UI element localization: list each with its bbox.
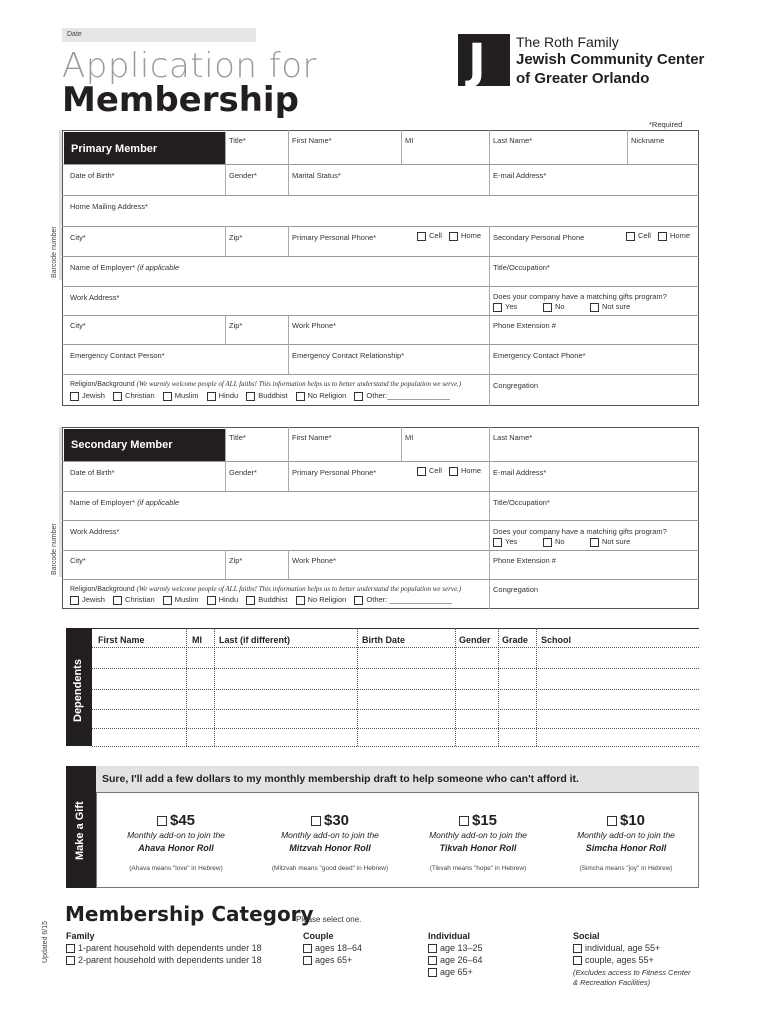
primary-member-tab [64,132,225,164]
gift-amount-45: $45 [169,812,196,829]
primary-religion-none[interactable]: No Religion [296,391,347,400]
primary-mi-field[interactable]: MI [405,136,414,145]
individual-option-1[interactable]: age 13–25 [428,943,483,953]
primary-religion-options [70,391,450,401]
logo-text-line2: Jewish Community Center [516,51,705,68]
couple-option-1[interactable]: ages 18–64 [303,943,362,953]
social-note: (Excludes access to Fitness Center & Recreation Facilities) [573,968,691,988]
primary-matching-yes-checkbox[interactable]: Yes [493,302,517,312]
secondary-matching-yes-checkbox[interactable]: Yes [493,537,517,547]
primary-religion-buddhist[interactable]: Buddhist [246,391,287,400]
primary-member-heading: Primary Member [71,143,158,155]
page-title-line2: Membership [62,80,299,120]
secondary-religion-muslim[interactable]: Muslim [163,595,199,604]
primary-matching-no-checkbox[interactable]: No [543,302,565,312]
secondary-zip-field[interactable]: Zip* [229,556,243,565]
primary-nickname-field[interactable]: Nickname [631,136,665,145]
gift-option-10[interactable] [558,812,694,872]
secondary-religion-label: Religion/Background (We warmly welcome people of ALL faiths! This information helps us to better understand the population we serve.) [70,585,462,593]
primary-gender-field[interactable]: Gender* [229,171,257,180]
primary-phone-cell-checkbox[interactable]: Cell [417,231,442,241]
primary-phone-home-checkbox[interactable]: Home [449,231,481,241]
social-option-2[interactable]: couple, ages 55+ [573,955,693,965]
barcode-strip-2 [59,427,62,577]
secondary-title-occupation-field[interactable]: Title/Occupation* [493,498,550,507]
secondary-religion-jewish[interactable]: Jewish [70,595,105,604]
category-social [573,931,693,988]
category-family [66,931,262,965]
primary-matching-gifts-question: Does your company have a matching gifts program? [493,292,667,301]
gift-header-band [96,766,699,792]
gift-amount-10: $10 [619,812,646,829]
date-field[interactable] [62,28,256,42]
primary-religion-hindu[interactable]: Hindu [207,391,239,400]
individual-option-3[interactable]: age 65+ [428,967,483,977]
primary-email-field[interactable]: E-mail Address* [493,171,547,180]
secondary-religion-buddhist[interactable]: Buddhist [246,595,287,604]
secondary-gender-field[interactable]: Gender* [229,468,257,477]
gift-heading: Sure, I'll add a few dollars to my monthly membership draft to help someone who can't afford it. [102,773,579,785]
secondary-matching-notsure-checkbox[interactable]: Not sure [590,537,630,547]
dep-col-school: School [541,635,572,645]
primary-phone-extension-field[interactable]: Phone Extension # [493,321,556,330]
dep-col-mi: MI [192,635,202,645]
logo-text-line1: The Roth Family [516,34,619,50]
secondary-phone-home-checkbox[interactable]: Home [658,231,690,241]
gift-meaning-15: (Tikvah means "hope" in Hebrew) [429,865,527,872]
required-note: *Required [649,120,683,129]
secondary-religion-options [70,595,452,605]
category-social-label: Social [573,931,600,941]
logo-letter: J [468,34,486,90]
primary-work-city-field[interactable]: City* [70,321,86,330]
primary-title-field[interactable]: Title* [229,136,246,145]
primary-emergency-relationship-field[interactable]: Emergency Contact Relationship* [292,351,405,360]
dep-col-grade: Grade [502,635,529,645]
barcode-strip-1 [59,130,62,280]
primary-work-zip-field[interactable]: Zip* [229,321,243,330]
secondary-phone-extension-field[interactable]: Phone Extension # [493,556,556,565]
family-option-2[interactable]: 2-parent household with dependents under 18 [66,955,262,965]
individual-option-2[interactable]: age 26–64 [428,955,483,965]
barcode-label-2: Barcode number [51,523,58,575]
dep-col-gender: Gender [459,635,491,645]
gift-option-30[interactable] [262,812,398,872]
primary-emergency-phone-field[interactable]: Emergency Contact Phone* [493,351,586,360]
primary-marital-field[interactable]: Marital Status* [292,171,341,180]
primary-dob-field[interactable]: Date of Birth* [70,171,115,180]
dependents-tab [66,628,92,746]
social-option-1[interactable]: individual, age 55+ [573,943,693,953]
secondary-dob-field[interactable]: Date of Birth* [70,468,115,477]
category-family-label: Family [66,931,95,941]
category-individual-label: Individual [428,931,471,941]
secondary-phone-field[interactable]: Primary Personal Phone* [292,468,377,477]
primary-title-occupation-field[interactable]: Title/Occupation* [493,263,550,272]
family-option-1[interactable]: 1-parent household with dependents under 18 [66,943,262,953]
secondary-phone-cell-checkbox[interactable]: Cell [626,231,651,241]
secondary-last-name-field[interactable]: Last Name* [493,433,533,442]
date-label: Date [67,31,82,38]
gift-desc-45: Monthly add-on to join the [127,830,225,840]
dep-col-last: Last (if different) [219,635,290,645]
primary-religion-other[interactable]: Other:_______________ [354,391,449,400]
gift-meaning-30: (Mitzvah means "good deed" in Hebrew) [271,865,389,872]
secondary-work-phone-field[interactable]: Work Phone* [292,556,337,565]
make-a-gift-tab-label: Make a Gift [74,801,86,860]
primary-work-address-field[interactable]: Work Address* [70,293,120,302]
primary-phone-field[interactable]: Primary Personal Phone* [292,233,377,242]
secondary-member-heading: Secondary Member [71,439,173,451]
secondary-mi-field[interactable]: MI [405,433,414,442]
secondary-city-field[interactable]: City* [70,556,86,565]
secondary-religion-none[interactable]: No Religion [296,595,347,604]
updated-date: Updated 6/15 [42,920,49,963]
couple-option-2[interactable]: ages 65+ [303,955,362,965]
secondary-religion-christian[interactable]: Christian [113,595,155,604]
primary-religion-jewish[interactable]: Jewish [70,391,105,400]
logo-text-line3: of Greater Orlando [516,70,650,87]
secondary-cell-checkbox[interactable]: Cell [417,466,442,476]
secondary-employer-field[interactable]: Name of Employer* (if applicable [70,498,180,507]
gift-option-15[interactable] [410,812,546,872]
make-a-gift-tab [66,766,96,888]
gift-roll-30: Mitzvah Honor Roll [289,843,371,853]
primary-first-name-field[interactable]: First Name* [292,136,332,145]
gift-desc-15: Monthly add-on to join the [429,830,527,840]
secondary-member-tab [64,429,225,461]
primary-matching-notsure-checkbox[interactable]: Not sure [590,302,630,312]
page-title-line1: Application for [62,46,318,86]
secondary-matching-gifts-question: Does your company have a matching gifts program? [493,527,667,536]
gift-roll-45: Ahava Honor Roll [138,843,214,853]
secondary-home-checkbox[interactable]: Home [449,466,481,476]
dep-col-first-name: First Name [98,635,145,645]
jcc-logo [458,34,510,90]
primary-last-name-field[interactable]: Last Name* [493,136,533,145]
primary-work-phone-field[interactable]: Work Phone* [292,321,337,330]
gift-desc-30: Monthly add-on to join the [281,830,379,840]
secondary-congregation-field[interactable]: Congregation [493,585,539,594]
secondary-email-field[interactable]: E-mail Address* [493,468,547,477]
primary-home-address-field[interactable]: Home Mailing Address* [70,202,148,211]
gift-option-45[interactable] [112,812,240,872]
secondary-matching-no-checkbox[interactable]: No [543,537,565,547]
category-couple [303,931,362,965]
gift-desc-10: Monthly add-on to join the [577,830,675,840]
gift-roll-10: Simcha Honor Roll [585,843,667,853]
secondary-work-address-field[interactable]: Work Address* [70,527,120,536]
primary-emergency-contact-field[interactable]: Emergency Contact Person* [70,351,165,360]
primary-religion-muslim[interactable]: Muslim [163,391,199,400]
secondary-title-field[interactable]: Title* [229,433,246,442]
category-individual [428,931,483,977]
category-couple-label: Couple [303,931,334,941]
dependents-tab-label: Dependents [72,659,84,722]
primary-religion-christian[interactable]: Christian [113,391,155,400]
primary-secondary-phone-field[interactable]: Secondary Personal Phone [493,233,585,242]
secondary-religion-hindu[interactable]: Hindu [207,595,239,604]
secondary-first-name-field[interactable]: First Name* [292,433,332,442]
membership-category-heading: Membership Category [65,902,314,926]
dep-col-birth-date: Birth Date [362,635,406,645]
select-one-note: Please select one. [296,915,362,924]
secondary-religion-other[interactable]: Other: _______________ [354,595,452,604]
primary-zip-field[interactable]: Zip* [229,233,243,242]
gift-meaning-45: (Ahava means "love" in Hebrew) [129,865,223,872]
gift-meaning-10: (Simcha means "joy" in Hebrew) [579,865,673,872]
barcode-label-1: Barcode number [51,226,58,278]
primary-congregation-field[interactable]: Congregation [493,381,539,390]
gift-roll-15: Tikvah Honor Roll [439,843,517,853]
primary-religion-label: Religion/Background (We warmly welcome people of ALL faiths! This information helps us to better understand the population we serve.) [70,380,462,388]
gift-amount-30: $30 [323,812,350,829]
primary-employer-field[interactable]: Name of Employer* (if applicable [70,263,180,272]
gift-amount-15: $15 [471,812,498,829]
primary-city-field[interactable]: City* [70,233,86,242]
